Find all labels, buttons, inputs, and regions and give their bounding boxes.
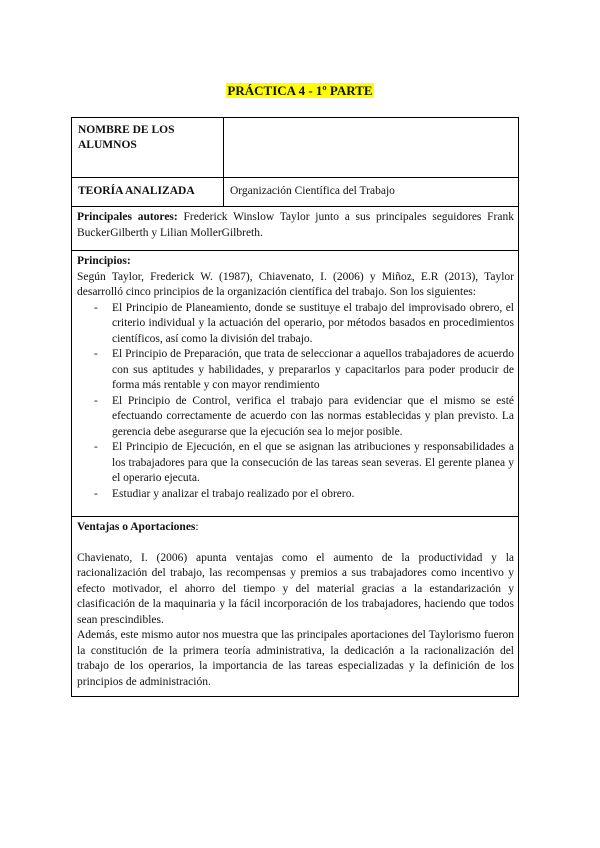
theory-label: TEORÍA ANALIZADA (78, 185, 195, 197)
principle-text: El Principio de Ejecución, en el que se asignan las atribuciones y responsabilidades a los trabajadores para que la consecución de las tareas sean severas. El gerente planea y el operario ejecuta. (112, 441, 514, 484)
principles-row (72, 251, 518, 517)
practice-table (71, 117, 519, 697)
advantages-paragraph-1: Chavienato, I. (2006) apunta ventajas como el aumento de la productividad y la racionalización del trabajo, las recompensas y premios a sus trabajadores como incentivo y efecto motivador, el ahorro del tiempo y del material gracias a la estandarización y clasificación de la maquinaria y la fácil incorporación de los trabajadores, haciendo que todos sean prescindibles. (77, 551, 514, 626)
authors-text: Frederick Winslow Taylor junto a sus principales seguidores Frank BuckerGilberth y Lilian MollerGilbreth. (77, 211, 514, 239)
list-item (77, 301, 514, 348)
principle-text: El Principio de Preparación, que trata de seleccionar a aquellos trabajadores de acuerdo con sus aptitudes y habilidades, y prepararlos y capacitarlos para poder producir de forma más rentable y con mayor rendimiento (112, 348, 515, 391)
students-row (72, 118, 518, 178)
principles-intro: Según Taylor, Frederick W. (1987), Chiavenato, I. (2006) y Miñoz, E.R (2013), Taylor desarrolló cinco principios de la organización científica del trabajo. Son los siguientes: (77, 270, 514, 298)
bullet-dash: - (94, 487, 98, 500)
list-item (77, 394, 514, 441)
list-item (77, 347, 514, 394)
list-item (77, 440, 514, 487)
principle-text: El Principio de Planeamiento, donde se sustituye el trabajo del improvisado obrero, el criterio individual y la actuación del operario, por métodos basados en procedimientos científicos, así como la división del trabajo. (112, 301, 514, 345)
principles-label: Principios: (77, 255, 131, 267)
authors-row (72, 207, 518, 251)
authors-label: Principales autores: (77, 211, 178, 223)
bullet-dash: - (94, 441, 98, 453)
principle-text: Estudiar y analizar el trabajo realizado por el obrero. (112, 487, 355, 500)
bullet-dash: - (94, 301, 98, 314)
list-item (77, 487, 514, 503)
theory-row (72, 178, 518, 207)
principles-list (77, 301, 514, 503)
principle-text: El Principio de Control, verifica el trabajo para evidenciar que el mismo se esté efectuando correctamente de acuerdo con las normas establecidas y plan previsto. La gerencia debe asegurarse que la ejecución sea lo mejor posible. (112, 394, 514, 438)
spacer (77, 536, 514, 551)
advantages-colon: : (195, 521, 199, 533)
theory-value: Organización Científica del Trabajo (230, 185, 395, 197)
principles-block (77, 254, 514, 502)
page-title-text: PRÁCTICA 4 - 1º PARTE (227, 83, 373, 98)
page-title (0, 82, 600, 100)
advantages-block (77, 520, 514, 690)
advantages-label: Ventajas o Aportaciones (77, 521, 196, 533)
bullet-dash: - (94, 394, 98, 407)
advantages-paragraph-2: Además, este mismo autor nos muestra que las principales aportaciones del Taylorismo fueron la constitución de la primera teoría administrativa, la dedicación a la racionalización del trabajo de los operarios, la importancia de las tareas especializadas y la definición de los principios de administración. (77, 629, 514, 688)
students-label: NOMBRE DE LOS ALUMNOS (78, 124, 175, 151)
authors-paragraph (77, 210, 514, 241)
advantages-row (72, 517, 518, 696)
bullet-dash: - (94, 348, 98, 360)
